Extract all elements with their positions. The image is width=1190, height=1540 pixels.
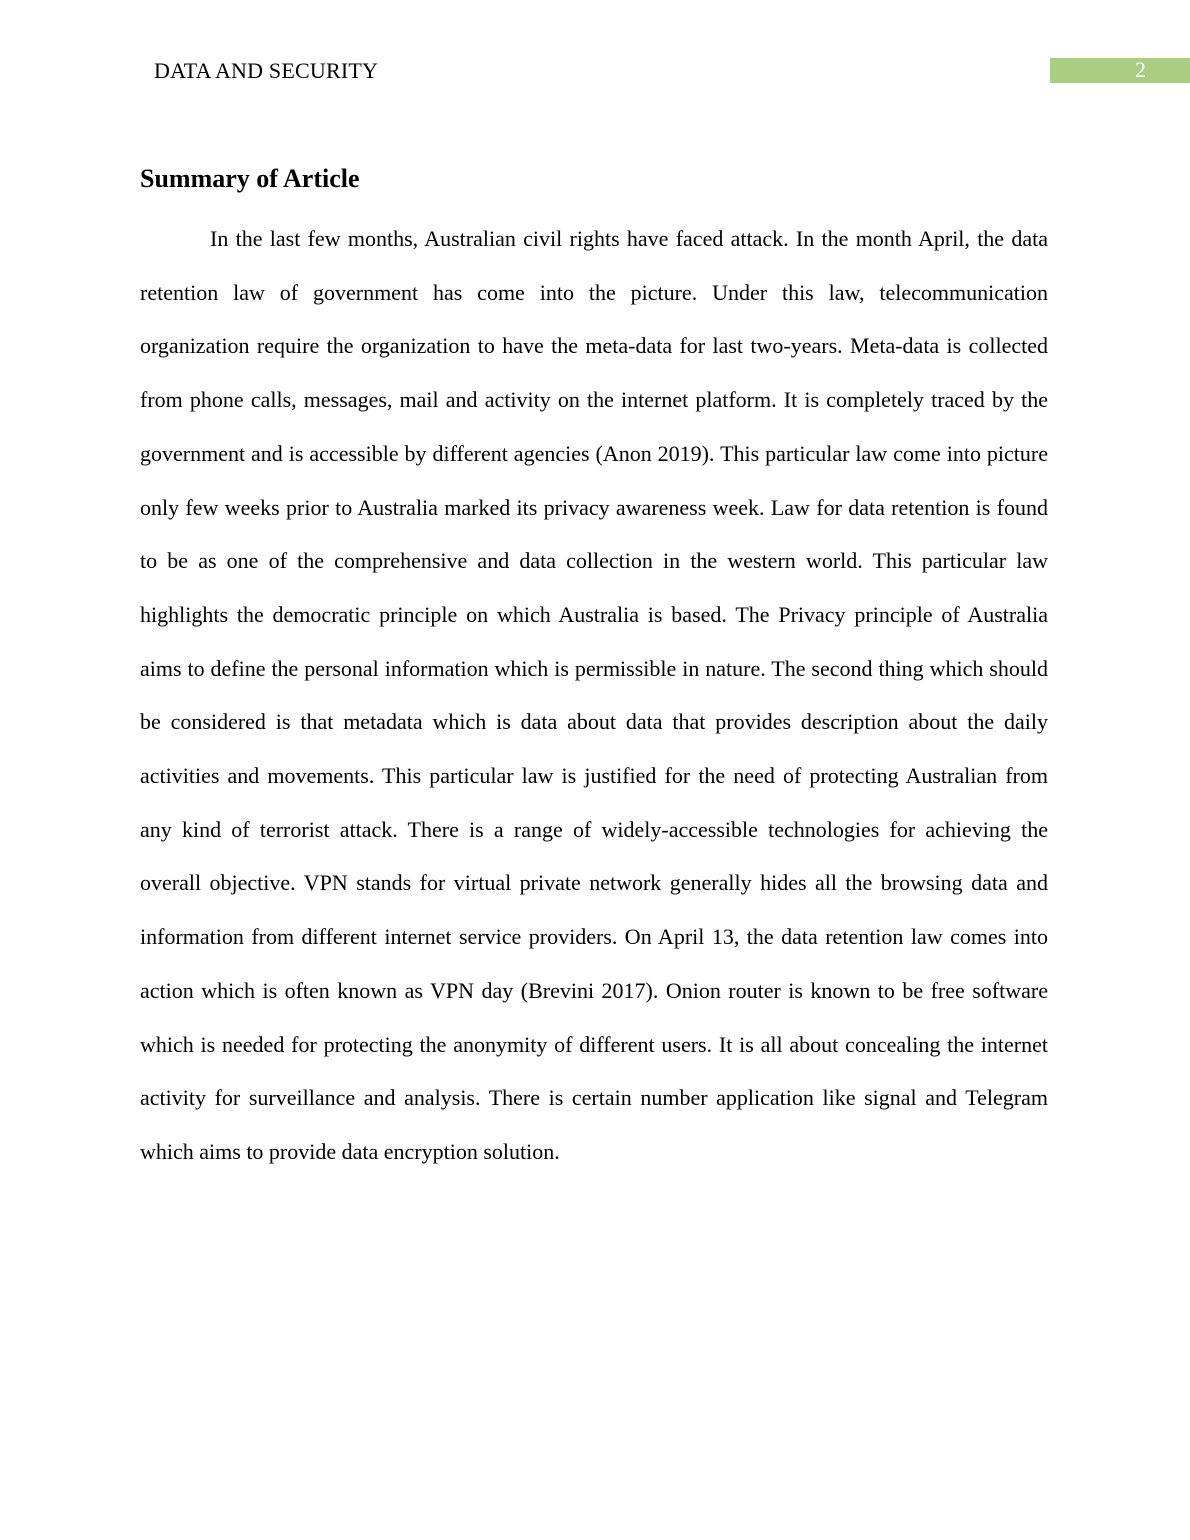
page-number: 2 bbox=[1135, 57, 1146, 82]
page-number-box bbox=[1050, 58, 1190, 83]
running-head: DATA AND SECURITY bbox=[154, 58, 379, 83]
section-heading: Summary of Article bbox=[140, 164, 360, 193]
body-paragraph: In the last few months, Australian civil rights have faced attack. In the month April, the data retention law of government has come into the picture. Under this law, telecommunication organization require the organization to have the meta-data for last two-years. Meta-data is collected from phone calls, messages, mail and activity on the internet platform. It is completely traced by the government and is accessible by different agencies (Anon 2019). This particular law come into picture only few weeks prior to Australia marked its privacy awareness week. Law for data retention is found to be as one of the comprehensive and data collection in the western world. This particular law highlights the democratic principle on which Australia is based. The Privacy principle of Australia aims to define the personal information which is permissible in nature. The second thing which should be considered is that metadata which is data about data that provides description about the daily activities and movements. This particular law is justified for the need of protecting Australian from any kind of terrorist attack. There is a range of widely-accessible technologies for achieving the overall objective. VPN stands for virtual private network generally hides all the browsing data and information from different internet service providers. On April 13, the data retention law comes into action which is often known as VPN day (Brevini 2017). Onion router is known to be free software which is needed for protecting the anonymity of different users. It is all about concealing the internet activity for surveillance and analysis. There is certain number application like signal and Telegram which aims to provide data encryption solution. bbox=[140, 226, 1048, 1164]
